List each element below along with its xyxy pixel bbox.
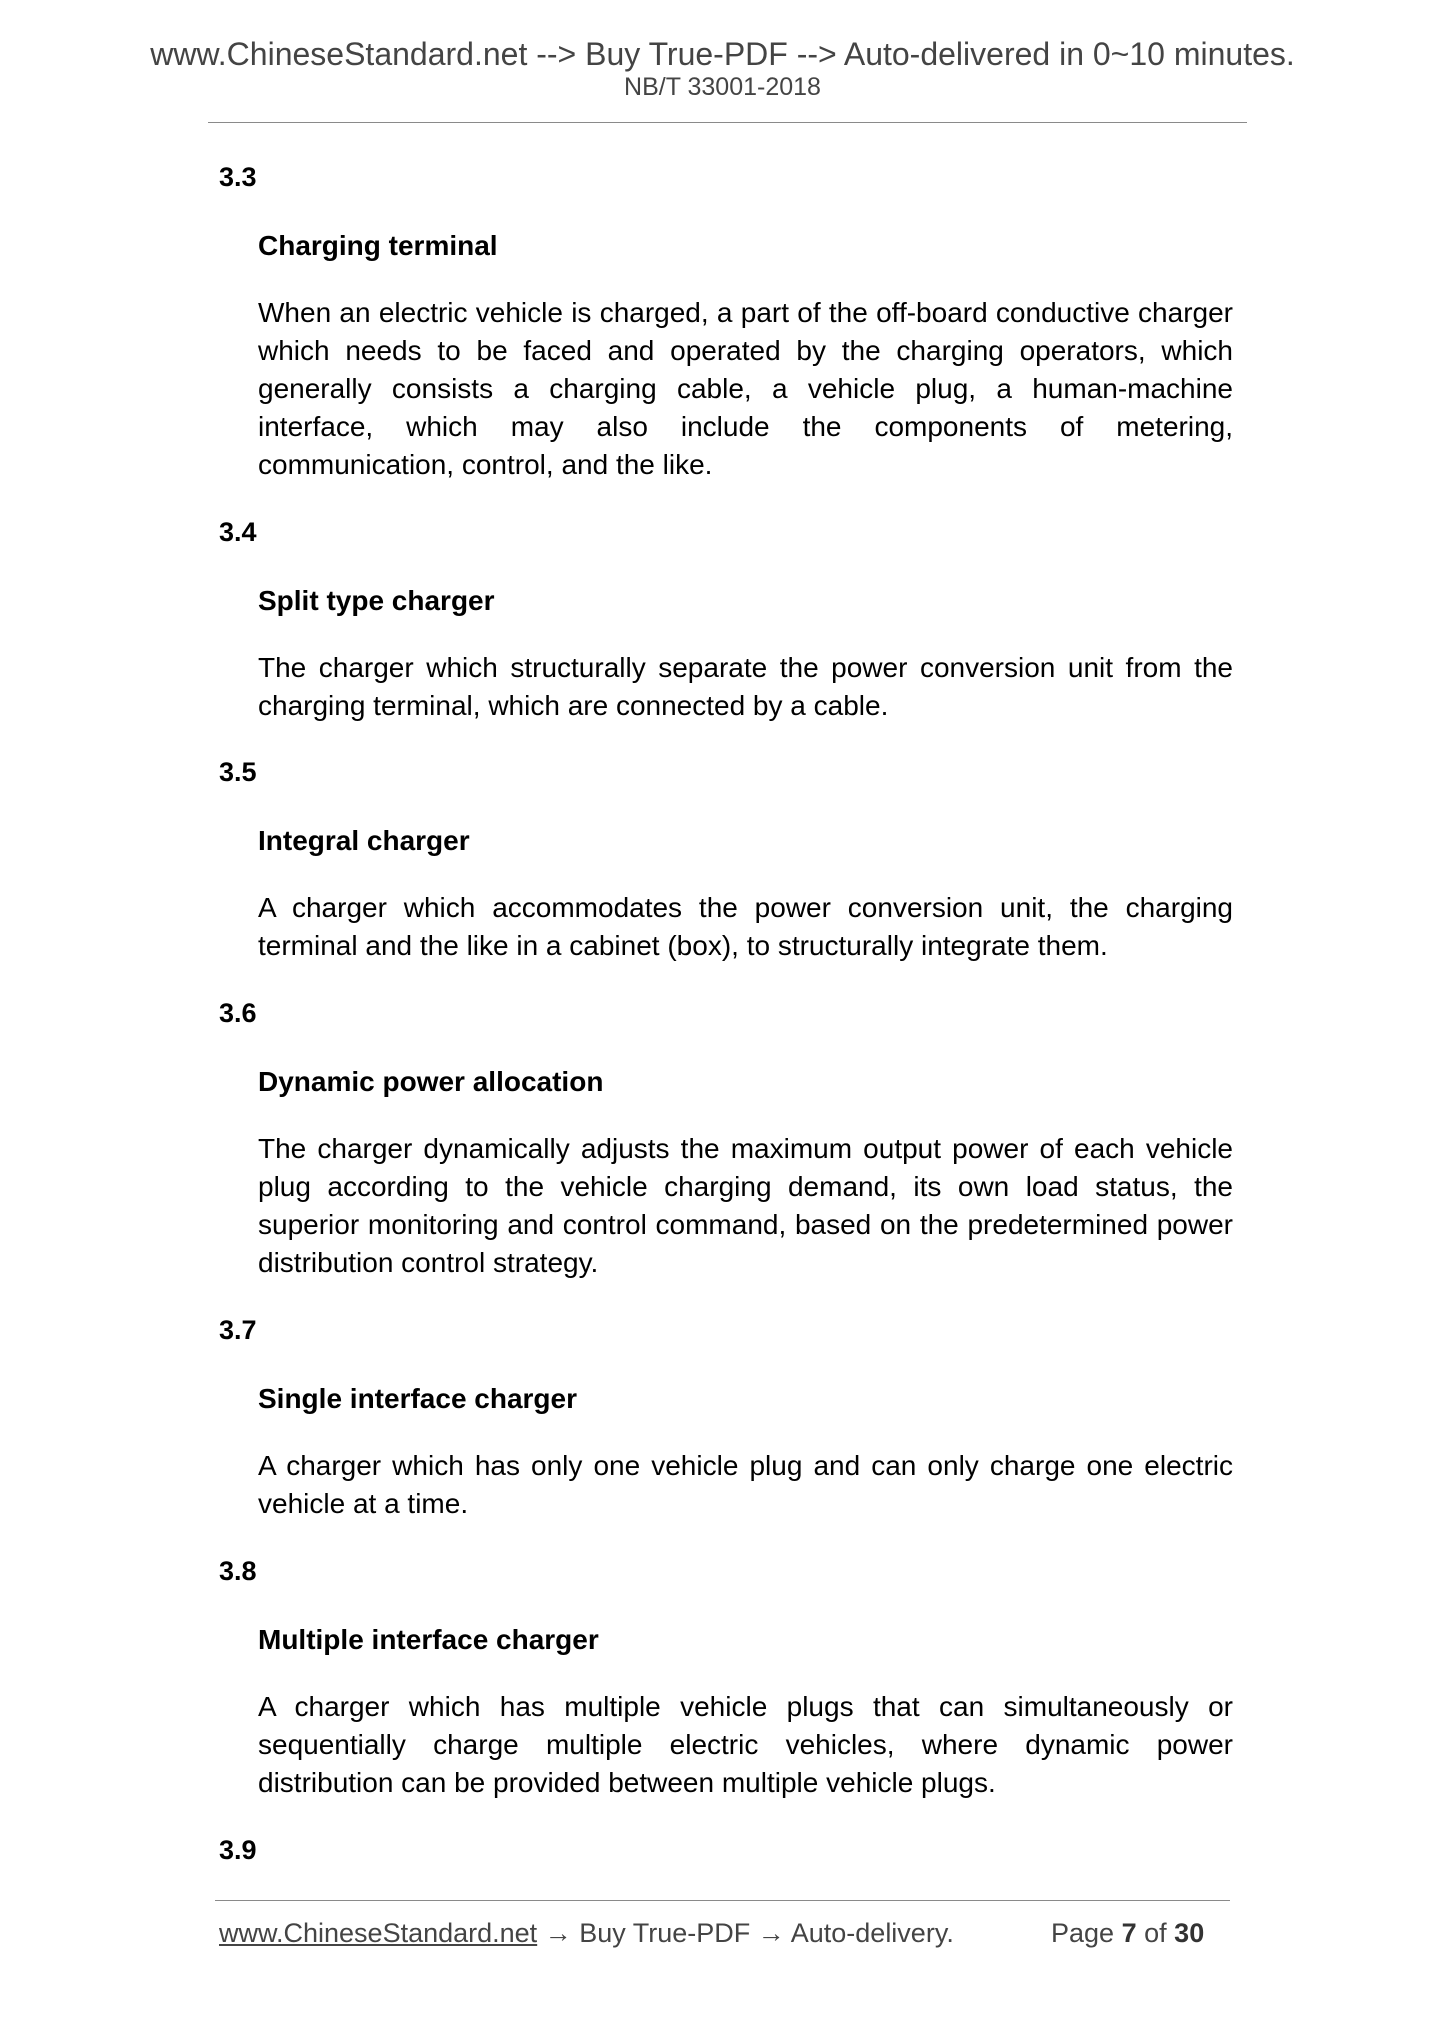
term-title: Charging terminal [258, 230, 498, 261]
term-title: Multiple interface charger [258, 1624, 599, 1655]
term-title: Split type charger [258, 585, 495, 616]
of-label: of [1144, 1918, 1167, 1948]
clause-number: 3.4 [219, 517, 257, 547]
footer-website-link[interactable]: www.ChineseStandard.net [219, 1918, 538, 1948]
header-divider [208, 122, 1247, 123]
clause-number: 3.9 [219, 1835, 257, 1865]
term-definition: A charger which has only one vehicle plug and can only charge one electric vehicle at a time. [258, 1450, 1233, 1519]
term-definition: The charger which structurally separate the power conversion unit from the charging terminal, which are connected by a cable. [258, 652, 1233, 721]
clause-number: 3.8 [219, 1556, 257, 1586]
term-definition: A charger which accommodates the power conversion unit, the charging terminal and the like in a cabinet (box), to structurally integrate them. [258, 892, 1233, 961]
footer-promo [219, 1920, 954, 1947]
clause-number: 3.5 [219, 757, 257, 787]
term-definition: When an electric vehicle is charged, a part of the off-board conductive charger which needs to be faced and operated by the charging operators, which generally consists a charging cable, a vehicle plug, a human-machine interface, which may also include the components of metering, communication, control, and the like. [258, 297, 1233, 480]
term-title: Integral charger [258, 825, 470, 856]
standard-code: NB/T 33001-2018 [624, 73, 821, 101]
footer-tagline: → Buy True-PDF → Auto-delivery. [537, 1918, 954, 1948]
page-label: Page [1051, 1918, 1115, 1948]
clause-number: 3.3 [219, 162, 257, 192]
top-banner: www.ChineseStandard.net --> Buy True-PDF --> Auto-delivered in 0~10 minutes. [150, 36, 1295, 72]
clause-number: 3.6 [219, 998, 257, 1028]
current-page-number: 7 [1121, 1918, 1137, 1948]
term-definition: The charger dynamically adjusts the maximum output power of each vehicle plug according to the vehicle charging demand, its own load status, the superior monitoring and control command, based on the predetermined power distribution control strategy. [258, 1133, 1233, 1278]
clause-number: 3.7 [219, 1315, 257, 1345]
term-definition: A charger which has multiple vehicle plugs that can simultaneously or sequentially charge multiple electric vehicles, where dynamic power distribution can be provided between multiple vehicle plugs. [258, 1691, 1233, 1798]
footer-divider [215, 1900, 1230, 1901]
page-indicator [1051, 1920, 1204, 1947]
term-title: Single interface charger [258, 1383, 578, 1414]
total-pages-number: 30 [1174, 1918, 1205, 1948]
term-title: Dynamic power allocation [258, 1066, 604, 1097]
